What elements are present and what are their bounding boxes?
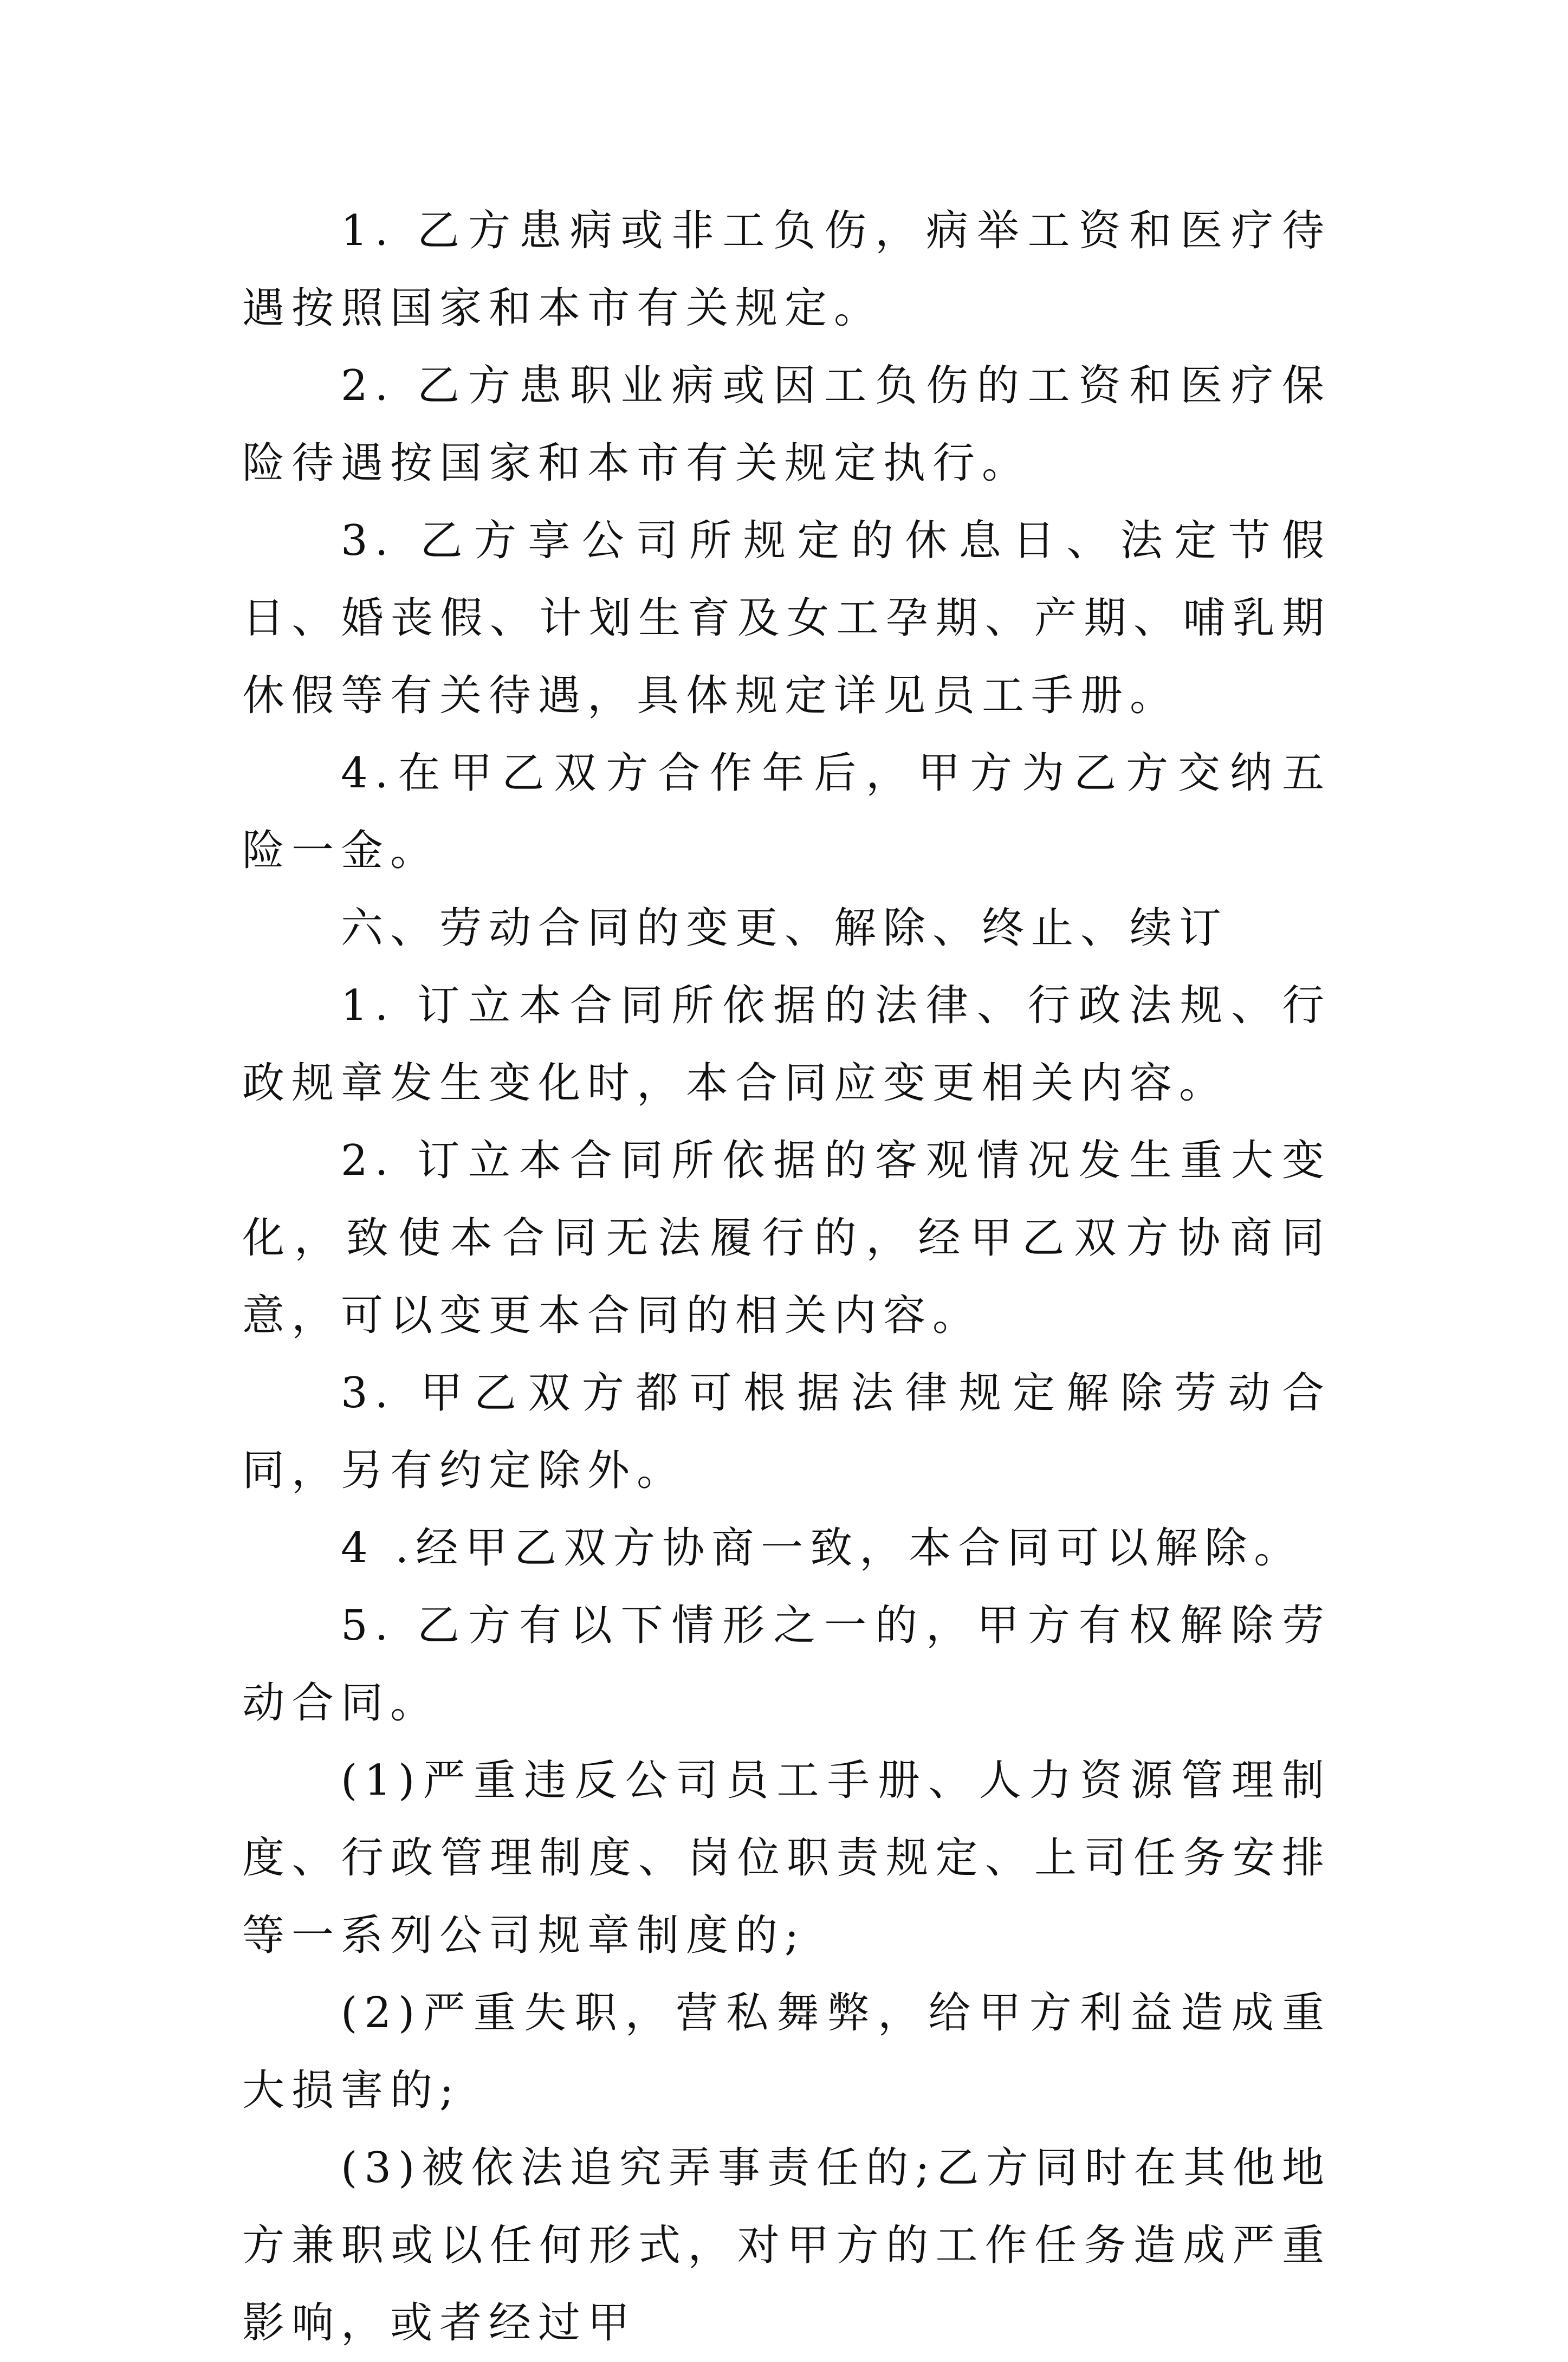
document-body xyxy=(242,192,1331,2362)
paragraph-sick-leave-pay: 1. 乙方患病或非工负伤，病举工资和医疗待遇按照国家和本市有关规定。 xyxy=(242,206,1331,333)
paragraph-termination-by-law: 3. 甲乙双方都可根据法律规定解除劳动合同，另有约定除外。 xyxy=(242,1369,1331,1495)
list-item-criminal-liability: (3)被依法追究弄事责任的;乙方同时在其他地方兼职或以任何形式，对甲方的工作任务造成严重影响，或者经过甲 xyxy=(242,2144,1331,2347)
paragraph-mutual-termination: 4 .经甲乙双方协商一致，本合同可以解除。 xyxy=(341,1524,1304,1572)
paragraph-employer-termination-rights: 5. 乙方有以下情形之一的，甲方有权解除劳动合同。 xyxy=(242,1601,1331,1727)
section-heading-contract-changes: 六、劳动合同的变更、解除、终止、续订 xyxy=(341,904,1229,953)
paragraph-social-insurance: 4.在甲乙双方合作年后，甲方为乙方交纳五险一金。 xyxy=(242,749,1331,875)
paragraph-holidays-and-leave: 3. 乙方享公司所规定的休息日、法定节假日、婚丧假、计划生育及女工孕期、产期、哺乳期休假等有关待遇，具体规定详见员工手册。 xyxy=(242,516,1331,720)
paragraph-occupational-injury: 2. 乙方患职业病或因工负伤的工资和医疗保险待遇按国家和本市有关规定执行。 xyxy=(242,361,1331,488)
paragraph-circumstance-change: 2. 订立本合同所依据的客观情况发生重大变化，致使本合同无法履行的，经甲乙双方协商同意，可以变更本合同的相关内容。 xyxy=(242,1136,1331,1340)
paragraph-law-change: 1. 订立本合同所依据的法律、行政法规、行政规章发生变化时，本合同应变更相关内容。 xyxy=(242,981,1331,1108)
list-item-rule-violation: (1)严重违反公司员工手册、人力资源管理制度、行政管理制度、岗位职责规定、上司任务安排等一系列公司规章制度的; xyxy=(242,1756,1331,1960)
list-item-dereliction: (2)严重失职，营私舞弊，给甲方利益造成重大损害的; xyxy=(242,1989,1331,2115)
